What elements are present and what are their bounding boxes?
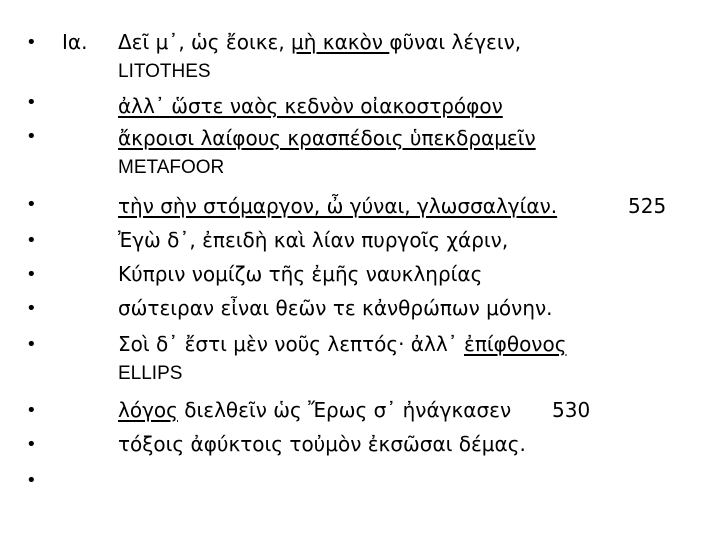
verse-text: φῦναι λέγειν,: [389, 30, 522, 54]
verse-line: Ἐγὼ δ᾽, ἐπειδὴ καὶ λίαν πυργοῖς χάριν,: [118, 228, 509, 252]
bullet: •: [26, 400, 37, 421]
verse-line: [118, 126, 536, 150]
line-number: 530: [552, 398, 591, 422]
verse-line: [118, 194, 557, 218]
verse-line: τόξοις ἀφύκτοις τοὐμὸν ἐκσῶσαι δέμας.: [118, 432, 526, 456]
bullet: •: [26, 32, 37, 53]
verse-line: [118, 94, 503, 118]
underlined-phrase: ἀλλ᾽ ὥστε ναὸς κεδνὸν οἰακοστρόφον: [118, 94, 503, 118]
bullet: •: [26, 126, 37, 147]
bullet: •: [26, 298, 37, 319]
bullet: •: [26, 194, 37, 215]
figure-note-ellips: ELLIPS: [118, 363, 183, 384]
underlined-phrase: λόγος: [118, 398, 178, 422]
verse-line: [118, 332, 566, 356]
figure-note-metafoor: METAFOOR: [118, 157, 225, 178]
verse-line: [118, 30, 521, 54]
verse-line: σώτειραν εἶναι θεῶν τε κἀνθρώπων μόνην.: [118, 296, 553, 320]
underlined-phrase: ἐπίφθονος: [464, 332, 567, 356]
bullet: •: [26, 434, 37, 455]
bullet: •: [26, 470, 37, 491]
verse-line: Κύπριν νομίζω τῆς ἐμῆς ναυκληρίας: [118, 262, 483, 286]
underlined-phrase: μὴ κακὸν: [291, 30, 390, 54]
underlined-phrase: ἄκροισι λαίφους κρασπέδοις ὑπεκδραμεῖν: [118, 126, 536, 150]
bullet: •: [26, 230, 37, 251]
line-number: 525: [628, 194, 667, 218]
bullet: •: [26, 92, 37, 113]
bullet: •: [26, 334, 37, 355]
verse-text: διελθεῖν ὡς Ἔρως σ᾽ ἠνάγκασεν: [177, 398, 512, 422]
verse-line: [118, 398, 511, 422]
underlined-phrase: τὴν σὴν στόμαργον, ὦ γύναι, γλωσσαλγίαν.: [118, 194, 558, 218]
bullet: •: [26, 264, 37, 285]
line-label: Ια.: [62, 30, 88, 54]
verse-text: Σοὶ δ᾽ ἔστι μὲν νοῦς λεπτός· ἀλλ᾽: [118, 332, 465, 356]
verse-text: Δεῖ μ᾽, ὡς ἔοικε,: [118, 30, 292, 54]
figure-note-litothes: LITOTHES: [118, 61, 211, 82]
